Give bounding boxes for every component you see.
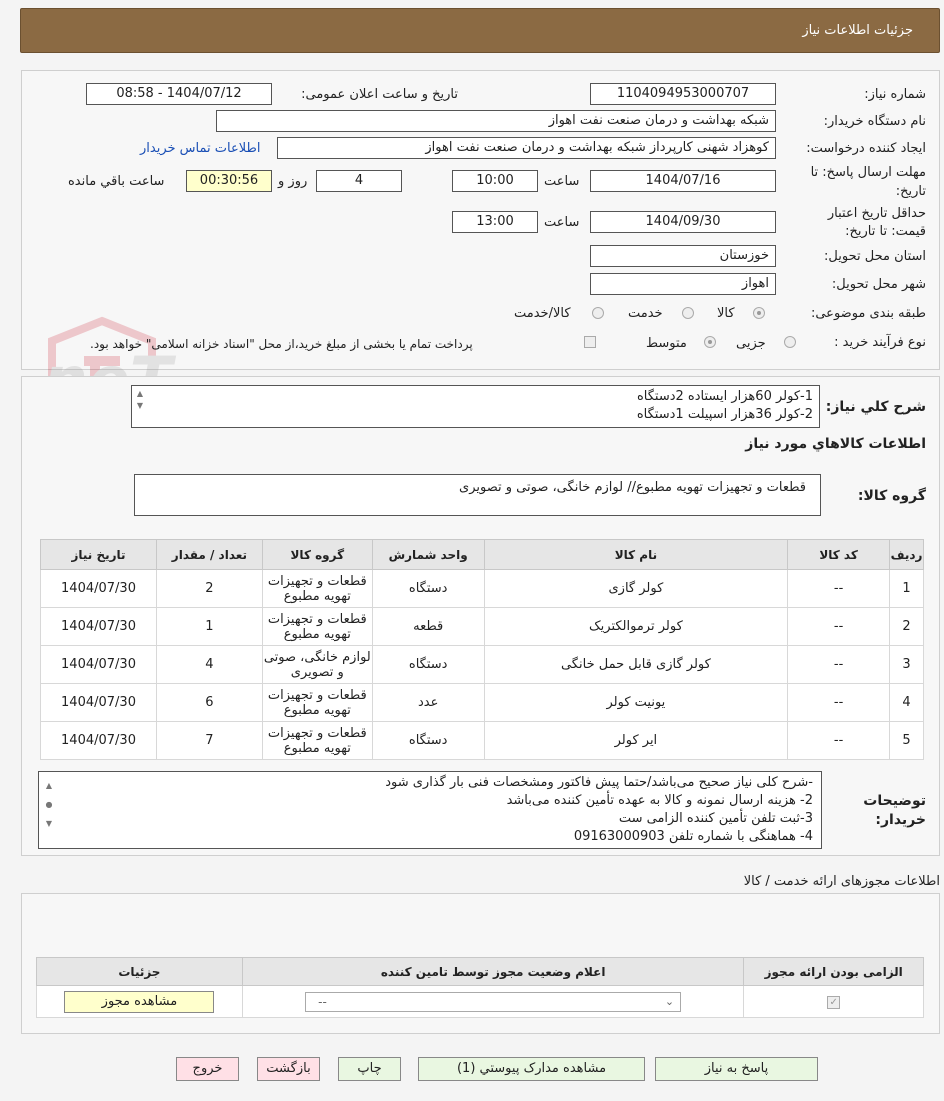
cell-name: کولر گازی — [484, 570, 788, 608]
cell-unit: دستگاه — [372, 646, 484, 684]
cell-code: -- — [788, 570, 890, 608]
description-line-1: 1-کولر 60هزار ایستاده 2دستگاه — [636, 389, 813, 404]
table-row — [41, 722, 924, 760]
deadline-label-2: تاریخ: — [895, 184, 926, 199]
cell-name: کولر ترموالکتریک — [484, 608, 788, 646]
need-number-label: شماره نیاز: — [864, 87, 926, 102]
announce-label: تاریخ و ساعت اعلان عمومی: — [301, 87, 458, 102]
permit-status-cell — [242, 986, 744, 1018]
validity-label-2: قيمت: تا تاريخ: — [845, 224, 926, 239]
category-service-label: خدمت — [628, 306, 663, 321]
buyer-notes-line-2: 2- هزینه ارسال نمونه و کالا به عهده تأمین کننده می‌باشد — [506, 793, 813, 808]
permit-required-cell — [744, 986, 924, 1018]
province-field: خوزستان — [590, 245, 776, 267]
goods-section-title: اطلاعات كالاهاي مورد نياز — [745, 436, 926, 452]
deadline-label-1: مهلت ارسال پاسخ: تا — [810, 165, 926, 180]
page-title: جزئیات اطلاعات نیاز — [802, 23, 913, 38]
description-label: شرح كلي نياز: — [825, 399, 926, 415]
category-radio-service[interactable] — [682, 307, 694, 319]
announce-datetime-field: 1404/07/12 - 08:58 — [86, 83, 272, 105]
description-textarea[interactable] — [131, 385, 820, 428]
buyer-contact-link[interactable]: اطلاعات تماس خریدار — [140, 141, 261, 156]
permits-table — [36, 957, 924, 1018]
col-permit-status: اعلام وضعیت مجوز توسط تامین کننده — [242, 958, 744, 986]
cell-date: 1404/07/30 — [41, 608, 157, 646]
exit-button[interactable]: خروج — [176, 1057, 239, 1081]
validity-time-field: 13:00 — [452, 211, 538, 233]
creator-label: ایجاد کننده درخواست: — [806, 141, 926, 156]
page-header — [20, 8, 940, 53]
cell-group: لوازم خانگی، صوتی و تصویری — [262, 646, 372, 684]
col-row: ردیف — [890, 540, 924, 570]
col-unit: واحد شمارش — [372, 540, 484, 570]
creator-field: کوهزاد شهنی کارپرداز شبکه بهداشت و درمان صنعت نفت اهواز — [277, 137, 776, 159]
process-minor-label: جزیی — [736, 336, 766, 351]
cell-group: قطعات و تجهیزات تهویه مطبوع — [262, 608, 372, 646]
cell-unit: دستگاه — [372, 570, 484, 608]
table-row — [41, 684, 924, 722]
goods-group-textarea[interactable] — [134, 474, 821, 516]
cell-date: 1404/07/30 — [41, 646, 157, 684]
city-field: اهواز — [590, 273, 776, 295]
table-row — [41, 646, 924, 684]
permit-details-cell — [37, 986, 243, 1018]
scroll-arrows-icon[interactable]: ▲ ▼ — [136, 389, 144, 410]
deadline-date-field: 1404/07/16 — [590, 170, 776, 192]
cell-date: 1404/07/30 — [41, 684, 157, 722]
category-radio-both[interactable] — [592, 307, 604, 319]
cell-row: 3 — [890, 646, 924, 684]
category-label: طبقه بندی موضوعی: — [810, 306, 926, 321]
cell-name: ایر کولر — [484, 722, 788, 760]
category-goods-label: کالا — [717, 306, 735, 321]
category-both-label: کالا/خدمت — [514, 306, 571, 321]
validity-time-label: ساعت — [544, 215, 580, 230]
days-label: روز و — [278, 174, 308, 189]
reply-button[interactable]: پاسخ به نیاز — [655, 1057, 818, 1081]
cell-group: قطعات و تجهیزات تهویه مطبوع — [262, 722, 372, 760]
buyer-notes-line-3: 3-ثبت تلفن تأمین کننده الزامی ست — [618, 811, 813, 826]
col-date: تاریخ نیاز — [41, 540, 157, 570]
buyer-field: شبکه بهداشت و درمان صنعت نفت اهواز — [216, 110, 776, 132]
table-row — [41, 570, 924, 608]
cell-unit: عدد — [372, 684, 484, 722]
cell-date: 1404/07/30 — [41, 722, 157, 760]
buyer-notes-line-4: 4- هماهنگی با شماره تلفن 09163000903 — [573, 829, 813, 844]
permit-status-select[interactable] — [305, 992, 681, 1012]
province-label: استان محل تحویل: — [824, 249, 926, 264]
cell-row: 2 — [890, 608, 924, 646]
cell-name: یونیت کولر — [484, 684, 788, 722]
time-remaining-label: ساعت باقي مانده — [68, 174, 165, 189]
process-radio-minor[interactable] — [784, 336, 796, 348]
col-permit-details: جزئیات — [37, 958, 243, 986]
print-button[interactable]: چاپ — [338, 1057, 401, 1081]
attachments-button[interactable]: مشاهده مدارک پیوستي (1) — [418, 1057, 645, 1081]
chevron-down-icon: ⌄ — [664, 994, 675, 1008]
cell-qty: 2 — [157, 570, 263, 608]
goods-group-label: گروه کالا: — [857, 488, 926, 504]
cell-qty: 6 — [157, 684, 263, 722]
permit-required-checkbox: ✓ — [827, 996, 840, 1009]
cell-unit: قطعه — [372, 608, 484, 646]
cell-unit: دستگاه — [372, 722, 484, 760]
table-row — [37, 986, 924, 1018]
category-radio-goods[interactable] — [753, 307, 765, 319]
validity-label-1: حداقل تاريخ اعتبار — [827, 206, 926, 221]
cell-row: 4 — [890, 684, 924, 722]
col-qty: تعداد / مقدار — [157, 540, 263, 570]
buyer-notes-label-1: توضیحات — [863, 793, 926, 809]
deadline-time-field: 10:00 — [452, 170, 538, 192]
cell-qty: 1 — [157, 608, 263, 646]
goods-group-value: قطعات و تجهیزات تهویه مطبوع// لوازم خانگی، صوتی و تصویری — [459, 480, 806, 495]
cell-date: 1404/07/30 — [41, 570, 157, 608]
col-permit-required: الزامی بودن ارائه مجوز — [744, 958, 924, 986]
deadline-time-label: ساعت — [544, 174, 580, 189]
permit-status-value: -- — [318, 994, 327, 1009]
buyer-label: نام دستگاه خریدار: — [823, 114, 926, 129]
process-radio-medium[interactable] — [704, 336, 716, 348]
process-label: نوع فرآیند خرید : — [834, 335, 926, 350]
process-medium-label: متوسط — [646, 336, 687, 351]
cell-qty: 4 — [157, 646, 263, 684]
col-code: کد کالا — [788, 540, 890, 570]
cell-row: 5 — [890, 722, 924, 760]
cell-group: قطعات و تجهیزات تهویه مطبوع — [262, 684, 372, 722]
view-permit-button[interactable]: مشاهده مجوز — [64, 991, 214, 1013]
cell-row: 1 — [890, 570, 924, 608]
buyer-notes-line-1: -شرح کلی نیاز صحیح می‌باشد/حتما پیش فاکتور ومشخصات فنی بار گذاری شود — [385, 775, 813, 790]
need-number-field: 1104094953000707 — [590, 83, 776, 105]
permits-title: اطلاعات مجوزهای ارائه خدمت / کالا — [743, 874, 940, 889]
buyer-notes-label-2: خریدار: — [875, 812, 926, 828]
col-name: نام کالا — [484, 540, 788, 570]
description-line-2: 2-کولر 36هزار اسپیلت 1دستگاه — [636, 407, 813, 422]
cell-code: -- — [788, 684, 890, 722]
col-group: گروه کالا — [262, 540, 372, 570]
cell-qty: 7 — [157, 722, 263, 760]
city-label: شهر محل تحویل: — [831, 277, 926, 292]
cell-code: -- — [788, 646, 890, 684]
cell-code: -- — [788, 722, 890, 760]
buyer-notes-textarea[interactable] — [38, 771, 822, 849]
time-remaining-field: 00:30:56 — [186, 170, 272, 192]
payment-note: پرداخت تمام یا بخشی از مبلغ خرید،از محل "اسناد خزانه اسلامی" خواهد بود. — [90, 337, 473, 351]
days-remaining-field: 4 — [316, 170, 402, 192]
cell-name: کولر گازی قابل حمل خانگی — [484, 646, 788, 684]
payment-checkbox[interactable] — [584, 336, 596, 348]
cell-code: -- — [788, 608, 890, 646]
cell-group: قطعات و تجهیزات تهویه مطبوع — [262, 570, 372, 608]
table-row — [41, 608, 924, 646]
goods-table — [40, 539, 924, 760]
scroll-arrows-icon[interactable]: ▲ ● ▼ — [45, 781, 53, 828]
validity-date-field: 1404/09/30 — [590, 211, 776, 233]
back-button[interactable]: بازگشت — [257, 1057, 320, 1081]
